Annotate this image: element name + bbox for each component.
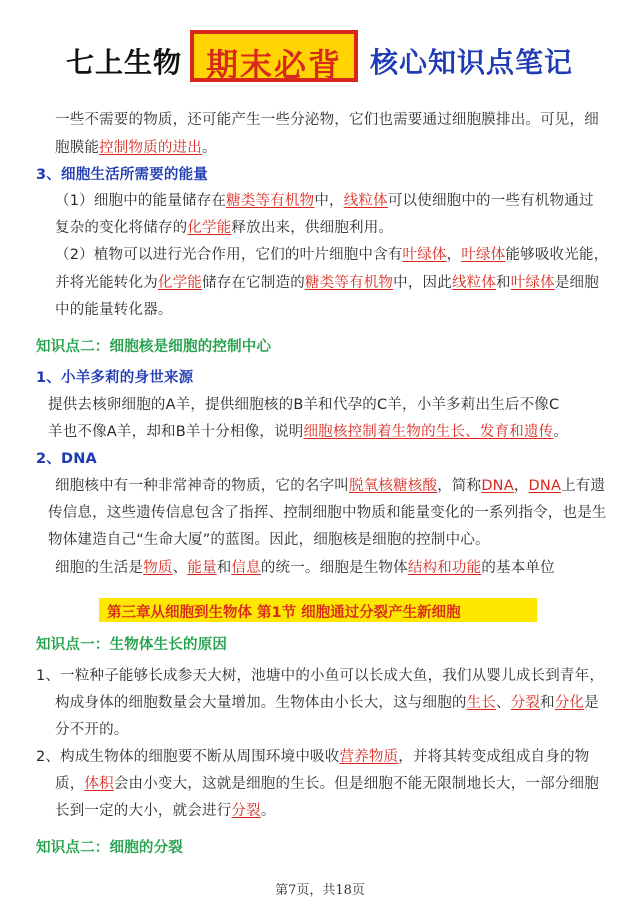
text-line (55, 108, 599, 129)
key-term: 化学能 (157, 275, 203, 291)
key-term: 细胞核控制着生物的生长、发育和遗传 (303, 424, 554, 440)
chapter-title: 第三章从细胞到生物体 第1节 细胞通过分裂产生新细胞 (107, 605, 461, 621)
text-segment: 上有遗 (561, 478, 606, 494)
text-segment: 、 (172, 560, 188, 576)
text-line (55, 718, 129, 739)
text-segment: 、 (496, 695, 511, 711)
key-term: 分裂 (231, 803, 261, 819)
text-line (55, 556, 555, 577)
page-number: 第7页，共18页 (275, 883, 365, 898)
key-term: 分裂 (510, 695, 541, 711)
text-segment: 胞膜能 (55, 140, 100, 156)
text-line (55, 474, 605, 495)
key-term: 信息 (231, 560, 261, 576)
text-segment: 细胞核中有一种非常神奇的物质，它的名字叫 (55, 478, 349, 494)
text-segment: 和 (540, 695, 555, 711)
text-line (55, 243, 608, 264)
text-segment: 一些不需要的物质，还可能产生一些分泌物，它们也需要通过细胞膜排出。可见，细 (55, 112, 599, 128)
key-term: 叶绿体 (461, 247, 506, 263)
section-heading: 3、细胞生活所需要的能量 (36, 167, 208, 183)
key-term: 控制物质的进出 (99, 140, 203, 156)
text-segment: 并将光能转化为 (55, 275, 158, 291)
key-term: 体积 (84, 776, 114, 792)
text-segment: 中， (314, 193, 344, 209)
key-term: DNA (481, 478, 514, 494)
text-segment: 细胞的生活是 (55, 560, 144, 576)
key-term: 能量 (187, 560, 217, 576)
text-segment: 是 (584, 695, 599, 711)
section-heading: 1、小羊多莉的身世来源 (36, 370, 194, 386)
text-segment: 可以使细胞中的一些有机物通过 (387, 193, 594, 209)
text-line (55, 691, 599, 712)
key-term: 营养物质 (339, 749, 399, 765)
page-header (0, 30, 640, 86)
header-highlight-label: 期末必背 (205, 46, 342, 84)
key-term: 结构和功能 (407, 560, 482, 576)
key-term: 糖类等有机物 (226, 193, 315, 209)
text-line (55, 298, 173, 319)
text-segment: 中，因此 (393, 275, 452, 291)
text-line (55, 136, 217, 157)
key-term: 线粒体 (451, 275, 497, 291)
text-line (48, 393, 559, 414)
text-line (36, 745, 589, 766)
key-term: 物质 (143, 560, 173, 576)
text-line (55, 799, 276, 820)
text-segment: （1）细胞中的能量储存在 (55, 193, 227, 209)
text-line (55, 271, 599, 292)
text-segment: ， (513, 478, 529, 494)
text-segment: 构成身体的细胞数量会大量增加。生物体由小长大，这与细胞的 (55, 695, 467, 711)
text-segment: 。 (260, 803, 276, 819)
text-line (55, 772, 599, 793)
text-segment: 1、一粒种子能够长成参天大树，池塘中的小鱼可以长成大鱼，我们从婴儿成长到青年， (36, 668, 605, 684)
key-term: 叶绿体 (510, 275, 555, 291)
text-segment: 质， (55, 776, 85, 792)
key-term: 糖类等有机物 (304, 275, 394, 291)
key-term: 线粒体 (343, 193, 388, 209)
text-segment: 会由小变大，这就是细胞的生长。但是细胞不能无限制地长大，一部分细胞 (113, 776, 599, 792)
key-term: 化学能 (187, 220, 232, 236)
text-segment: 提供去核卵细胞的A羊，提供细胞核的B羊和代孕的C羊，小羊多莉出生后不像C (48, 397, 560, 413)
text-segment: 和 (496, 275, 511, 291)
text-segment: 长到一定的大小，就会进行 (55, 803, 232, 819)
text-segment: 2、构成生物体的细胞要不断从周围环境中吸收 (36, 749, 340, 765)
knowledge-point-heading: 知识点一：生物体生长的原因 (36, 637, 228, 653)
header-notes-label: 核心知识点笔记 (370, 46, 574, 79)
text-segment: 。 (553, 424, 569, 440)
text-segment: 。 (202, 140, 217, 156)
text-line (48, 528, 490, 549)
text-segment: 是细胞 (554, 275, 599, 291)
text-segment: 的统一。细胞是生物体 (260, 560, 408, 576)
text-line (55, 189, 594, 210)
text-segment: 储存在它制造的 (202, 275, 305, 291)
text-segment: 传信息，这些遗传信息包含了指挥、控制细胞中物质和能量变化的一系列指令，也是生 (48, 505, 607, 521)
text-line (48, 501, 607, 522)
text-segment: （2）植物可以进行光合作用，它们的叶片细胞中含有 (55, 247, 403, 263)
key-term: 分化 (554, 695, 585, 711)
text-line (55, 216, 393, 237)
text-segment: 分不开的。 (55, 722, 129, 738)
header-highlight-box (190, 30, 358, 82)
text-segment: 中的能量转化器。 (55, 302, 173, 318)
text-segment: ，简称 (437, 478, 482, 494)
text-line (36, 664, 604, 685)
section-heading: 2、DNA (36, 451, 97, 467)
text-segment: 能够吸收光能， (505, 247, 609, 263)
text-segment: 复杂的变化将储存的 (55, 220, 188, 236)
text-segment: 的基本单位 (481, 560, 555, 576)
text-segment: ， (446, 247, 462, 263)
knowledge-point-heading: 知识点二：细胞的分裂 (36, 840, 183, 856)
text-segment: 羊也不像A羊，却和B羊十分相像，说明 (48, 424, 304, 440)
key-term: 生长 (466, 695, 497, 711)
key-term: 脱氧核糖核酸 (349, 478, 438, 494)
text-line (48, 420, 568, 441)
text-segment: 和 (216, 560, 232, 576)
chapter-banner (99, 598, 537, 622)
text-segment: ，并将其转变成组成自身的物 (398, 749, 590, 765)
knowledge-point-heading: 知识点二：细胞核是细胞的控制中心 (36, 339, 272, 355)
key-term: DNA (528, 478, 562, 494)
text-segment: 释放出来，供细胞利用。 (231, 220, 394, 236)
text-segment: 物体建造自己“生命大厦”的蓝图。因此，细胞核是细胞的控制中心。 (48, 532, 490, 548)
header-grade-label: 七上生物 (66, 46, 183, 79)
key-term: 叶绿体 (402, 247, 447, 263)
